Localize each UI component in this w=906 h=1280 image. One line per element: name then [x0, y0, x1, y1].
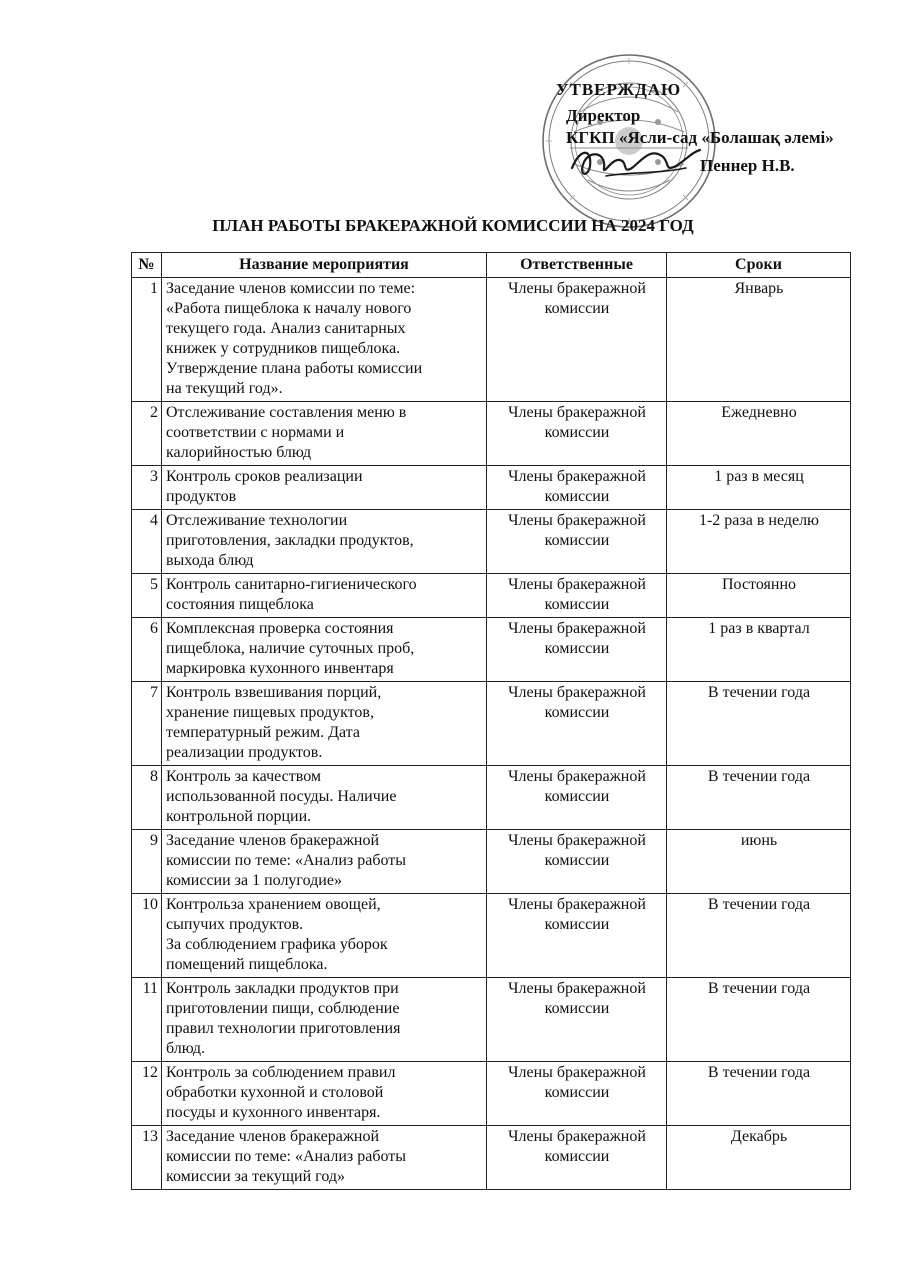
responsible-cell: Члены бракеражной комиссии	[487, 766, 667, 830]
row-number: 3	[132, 466, 162, 510]
deadline-cell: июнь	[667, 830, 851, 894]
row-number: 13	[132, 1126, 162, 1190]
deadline-cell: 1 раз в квартал	[667, 618, 851, 682]
event-name-cell: Контроль санитарно-гигиенического состояния пищеблока	[162, 574, 487, 618]
table-row	[132, 1062, 851, 1126]
deadline-cell: В течении года	[667, 894, 851, 978]
work-plan-table	[131, 252, 851, 1190]
approval-organization: КГКП «Ясли-сад «Болашақ әлемі»	[566, 128, 834, 147]
deadline-cell: В течении года	[667, 682, 851, 766]
handwritten-signature	[566, 138, 706, 184]
row-number: 1	[132, 278, 162, 402]
responsible-cell: Члены бракеражной комиссии	[487, 682, 667, 766]
event-name-cell: Контроль закладки продуктов при приготовлении пищи, соблюдение правил технологии приготовления блюд.	[162, 978, 487, 1062]
row-number: 10	[132, 894, 162, 978]
event-name-cell: Контрольза хранением овощей, сыпучих продуктов. За соблюдением графика уборок помещений пищеблока.	[162, 894, 487, 978]
deadline-cell: В течении года	[667, 766, 851, 830]
approval-director-name: Пеннер Н.В.	[700, 156, 795, 175]
row-number: 2	[132, 402, 162, 466]
responsible-cell: Члены бракеражной комиссии	[487, 278, 667, 402]
event-name-cell: Контроль взвешивания порций, хранение пищевых продуктов, температурный режим. Дата реализации продуктов.	[162, 682, 487, 766]
approval-heading: УТВЕРЖДАЮ	[556, 80, 682, 99]
row-number: 8	[132, 766, 162, 830]
row-number: 7	[132, 682, 162, 766]
table-row	[132, 466, 851, 510]
responsible-cell: Члены бракеражной комиссии	[487, 894, 667, 978]
deadline-cell: В течении года	[667, 1062, 851, 1126]
responsible-cell: Члены бракеражной комиссии	[487, 402, 667, 466]
approval-position: Директор	[566, 106, 641, 125]
row-number: 5	[132, 574, 162, 618]
table-row	[132, 1126, 851, 1190]
table-row	[132, 830, 851, 894]
event-name-cell: Отслеживание составления меню в соответствии с нормами и калорийностью блюд	[162, 402, 487, 466]
row-number: 11	[132, 978, 162, 1062]
responsible-cell: Члены бракеражной комиссии	[487, 618, 667, 682]
event-name-cell: Контроль за качеством использованной посуды. Наличие контрольной порции.	[162, 766, 487, 830]
deadline-cell: Декабрь	[667, 1126, 851, 1190]
responsible-cell: Члены бракеражной комиссии	[487, 978, 667, 1062]
responsible-cell: Члены бракеражной комиссии	[487, 466, 667, 510]
approval-block	[0, 0, 906, 200]
table-body	[132, 278, 851, 1190]
row-number: 6	[132, 618, 162, 682]
table-row	[132, 402, 851, 466]
responsible-cell: Члены бракеражной комиссии	[487, 1126, 667, 1190]
event-name-cell: Заседание членов комиссии по теме: «Работа пищеблока к началу нового текущего года. Анализ санитарных книжек у сотрудников пищеблока. Утверждение плана работы комиссии на текущий год».	[162, 278, 487, 402]
event-name-cell: Заседание членов бракеражной комиссии по теме: «Анализ работы комиссии за 1 полугодие»	[162, 830, 487, 894]
deadline-cell: Ежедневно	[667, 402, 851, 466]
table-row	[132, 618, 851, 682]
table-row	[132, 894, 851, 978]
deadline-cell: 1-2 раза в неделю	[667, 510, 851, 574]
event-name-cell: Контроль сроков реализации продуктов	[162, 466, 487, 510]
event-name-cell: Заседание членов бракеражной комиссии по теме: «Анализ работы комиссии за текущий год»	[162, 1126, 487, 1190]
table-row	[132, 510, 851, 574]
row-number: 9	[132, 830, 162, 894]
header-deadline: Сроки	[667, 253, 851, 278]
deadline-cell: Постоянно	[667, 574, 851, 618]
table-header-row	[132, 253, 851, 278]
table-row	[132, 766, 851, 830]
table-row	[132, 574, 851, 618]
document-title: ПЛАН РАБОТЫ БРАКЕРАЖНОЙ КОМИССИИ НА 2024 ГОД	[212, 216, 694, 235]
row-number: 12	[132, 1062, 162, 1126]
table-row	[132, 278, 851, 402]
header-event-name: Название мероприятия	[162, 253, 487, 278]
event-name-cell: Отслеживание технологии приготовления, закладки продуктов, выхода блюд	[162, 510, 487, 574]
header-number: №	[132, 253, 162, 278]
deadline-cell: В течении года	[667, 978, 851, 1062]
table-row	[132, 682, 851, 766]
deadline-cell: 1 раз в месяц	[667, 466, 851, 510]
deadline-cell: Январь	[667, 278, 851, 402]
header-responsible: Ответственные	[487, 253, 667, 278]
responsible-cell: Члены бракеражной комиссии	[487, 510, 667, 574]
responsible-cell: Члены бракеражной комиссии	[487, 1062, 667, 1126]
responsible-cell: Члены бракеражной комиссии	[487, 830, 667, 894]
event-name-cell: Комплексная проверка состояния пищеблока, наличие суточных проб, маркировка кухонного инвентаря	[162, 618, 487, 682]
event-name-cell: Контроль за соблюдением правил обработки кухонной и столовой посуды и кухонного инвентаря.	[162, 1062, 487, 1126]
row-number: 4	[132, 510, 162, 574]
responsible-cell: Члены бракеражной комиссии	[487, 574, 667, 618]
table-row	[132, 978, 851, 1062]
